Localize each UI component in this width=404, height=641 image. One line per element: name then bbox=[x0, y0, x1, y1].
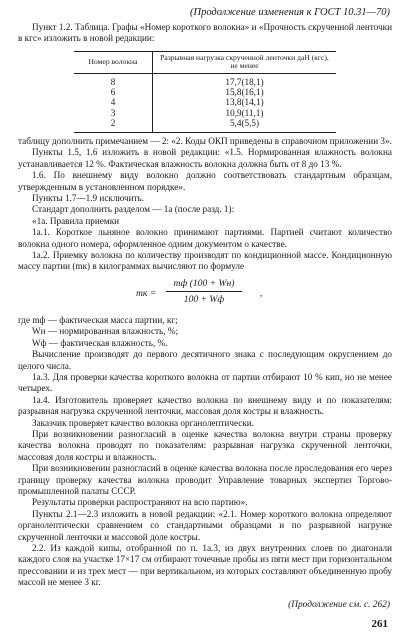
running-header: (Продолжение изменения к ГОСТ 10.31—70) bbox=[189, 7, 390, 18]
table-cell-number: 6 bbox=[74, 87, 153, 97]
table-cell-load: 15,8(16,1) bbox=[225, 87, 264, 98]
paragraphs-before-formula bbox=[18, 136, 392, 273]
paragraph: При возникновении разногласий в оценке качества волокна после проследования его через границу проверку качества волокна проводит Управление товарных экспертиз Торгово-промышленной палаты СССР. bbox=[18, 463, 392, 496]
formula-tail: , bbox=[260, 287, 263, 299]
conditional-mass-formula bbox=[136, 277, 392, 311]
paragraph: При возникновении разногласий в оценке качества волокна внутри страны проверку качества волокна проводят по показателям: разрывная нагрузка скрученной ленточки, массовая доля костры и влажность. bbox=[18, 428, 392, 462]
paragraph: 1а.1. Короткое льняное волокно принимают партиями. Партией считают количество волокна одного номера, оформленное одним документом о качестве. bbox=[18, 227, 392, 249]
table-header-load: Разрывная нагрузка скрученной ленточки даН (кгс), не менее bbox=[153, 51, 337, 73]
table-header-number: Номер волокна bbox=[74, 51, 153, 73]
paragraph: 1.6. По внешнему виду волокно должно соответствовать стандартным образцам, утвержденным в установленном порядке». bbox=[18, 170, 392, 192]
formula-numerator: mф (100 + Wн) bbox=[173, 277, 235, 289]
table-row bbox=[74, 118, 336, 133]
paragraph: Стандарт дополнить разделом — 1а (после разд. 1): bbox=[32, 204, 235, 215]
table-cell-number: 3 bbox=[74, 108, 153, 118]
formula-denominator: 100 + Wф bbox=[183, 293, 225, 305]
definition-line: Wф — фактическая влажность, %. bbox=[32, 337, 168, 348]
table-row bbox=[74, 97, 336, 107]
paragraph: 1а.3. Для проверки качества короткого волокна от партии отбирают 10 % кип, но не менее четырех. bbox=[18, 371, 392, 394]
table-cell-number: 8 bbox=[74, 74, 153, 88]
definition-line: Wн — нормированная влажность, %; bbox=[32, 326, 179, 337]
paragraph: Пункты 1.5, 1.6 изложить в новой редакции: «1.5. Нормированная влажность волокна устанавливается 12 %. Фактическая влажность волокна должна быть от 8 до 13 %. bbox=[18, 147, 392, 169]
paragraph: Пункты 1.7—1.9 исключить. bbox=[32, 193, 145, 204]
table-cell-load: 13,8(14,1) bbox=[225, 97, 264, 108]
paragraphs-after-formula bbox=[18, 349, 392, 589]
table-row bbox=[74, 87, 336, 97]
paragraph: 2.2. Из каждой кипы, отобранной по п. 1а.3, из двух внутренних слоев по диагонали каждого слоя на участке 17×17 см отбирают точечные пробы из пяти мест при горизонтальном прессовании и из трех мест — при вертикальном, из которых составляют объединенную пробу массой не менее 3 кг. bbox=[18, 543, 392, 588]
table-row bbox=[74, 108, 336, 118]
table-cell-load: 10,9(11,1) bbox=[225, 107, 264, 118]
table-row bbox=[74, 74, 336, 88]
paragraph: Заказчик проверяет качество волокна органолептически. bbox=[32, 417, 255, 428]
definition-line: где mф — фактическая масса партии, кг; bbox=[18, 314, 178, 325]
paragraph: Вычисление производят до первого десятичного знака с последующим округлением до целого числа. bbox=[18, 349, 392, 371]
paragraph: 1а.2. Приемку волокна по количеству производят по кондиционной массе. Кондиционную массу партии (mк) в килограммах вычисляют по формуле bbox=[18, 250, 392, 272]
continuation-note: (Продолжение см. с. 262) bbox=[288, 600, 390, 610]
document-body bbox=[18, 22, 392, 589]
page-number: 261 bbox=[371, 618, 388, 630]
paragraph: Пункты 2.1—2.3 изложить в новой редакции: «2.1. Номер короткого волокна определяют органолептически сравнением со стандартными образцами и по разрывной нагрузке скрученной ленточки и массовой доле костры. bbox=[18, 508, 392, 542]
table-cell-load: 17,7(18,1) bbox=[225, 77, 264, 87]
paragraph: Результаты проверки распространяют на всю партию». bbox=[32, 497, 248, 508]
intro-paragraph: Пункт 1.2. Таблица. Графы «Номер короткого волокна» и «Прочность скрученной ленточки в кгс» изложить в новой редакции: bbox=[18, 22, 392, 44]
formula-lhs: mк = bbox=[136, 287, 157, 299]
table-cell-load: 5,4(5,5) bbox=[153, 118, 337, 133]
paragraph: «1а. Правила приемки bbox=[32, 215, 120, 226]
formula-definitions bbox=[18, 315, 392, 349]
fiber-table bbox=[74, 51, 336, 133]
table-cell-number: 2 bbox=[74, 118, 153, 133]
paragraph: таблицу дополнить примечанием — 2: «2. Коды ОКП приведены в справочном приложении 3». bbox=[18, 136, 392, 147]
table-cell-number: 4 bbox=[74, 97, 153, 107]
paragraph: 1а.4. Изготовитель проверяет качество волокна по внешнему виду и по показателям: разрывная нагрузка скрученной ленточки, массовая доля костры и влажность. bbox=[18, 394, 392, 417]
fraction-bar bbox=[166, 291, 242, 292]
